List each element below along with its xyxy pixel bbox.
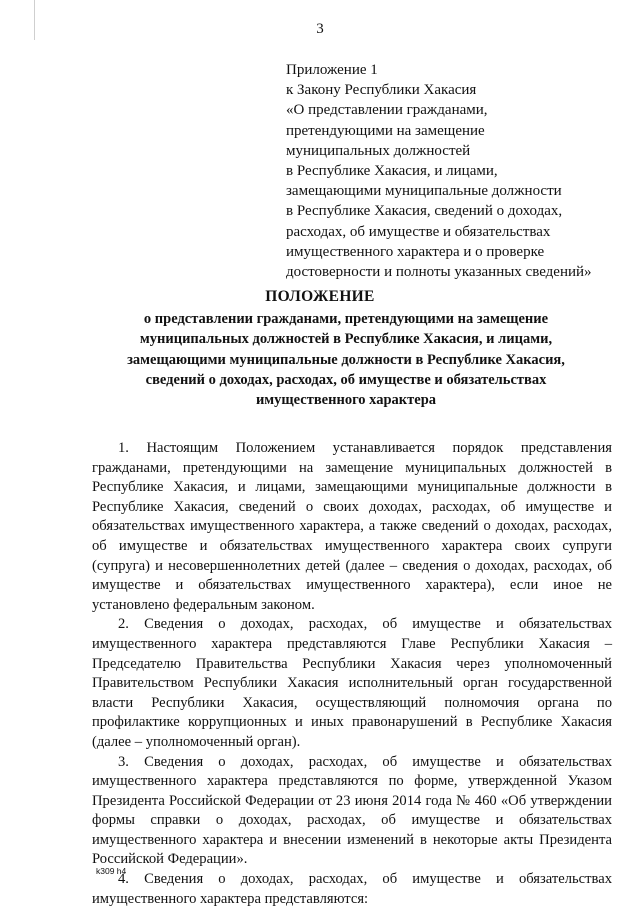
document-subtitle <box>90 309 602 410</box>
paragraph-2: 2. Сведения о доходах, расходах, об имуществе и обязательствах имущественного характера представляются Главе Республики Хакасия – Председателю Правительства Республики Хакасия через уполномоченный Правительством Республики Хакасия исполнительный орган государственной власти Республики Хакасия, осуществляющий полномочия органа по профилактике коррупционных и иных правонарушений в Республике Хакасия (далее – уполномоченный орган). <box>92 616 612 750</box>
appendix-line: в Республике Хакасия, сведений о доходах, <box>286 203 563 220</box>
appendix-line: претендующими на замещение <box>286 122 485 139</box>
appendix-line: расходах, об имуществе и обязательствах <box>286 223 551 240</box>
appendix-line: замещающими муниципальные должности <box>286 183 562 200</box>
paragraph-3: 3. Сведения о доходах, расходах, об имуществе и обязательствах имущественного характера представляются по форме, утвержденной Указом Президента Российской Федерации от 23 июня 2014 года № 460 «Об утверждении формы справки о доходах, расходах, об имуществе и обязательствах имущественного характера и внесении изменений в некоторые акты Президента Российской Федерации». <box>92 753 612 868</box>
appendix-line: в Республике Хакасия, и лицами, <box>286 163 498 180</box>
appendix-line: «О представлении гражданами, <box>286 102 488 119</box>
appendix-line: достоверности и полноты указанных сведений» <box>286 264 592 281</box>
footer-code: k309 h4 <box>96 866 127 876</box>
appendix-line: к Закону Республики Хакасия <box>286 82 477 99</box>
subtitle-line: замещающими муниципальные должности в Республике Хакасия, <box>127 351 565 368</box>
document-title: ПОЛОЖЕНИЕ <box>265 288 375 305</box>
subtitle-line: сведений о доходах, расходах, об имуществе и обязательствах <box>145 371 547 388</box>
paragraph-1: 1. Настоящим Положением устанавливается порядок представления гражданами, претендующими на замещение муниципальных должностей в Республике Хакасия, и лицами, замещающими муниципальные должности в Республике Хакасия, сведений о своих доходах, расходах, об имуществе и обязательствах имущественного характера, а также сведений о доходах, расходах, об имуществе и обязательствах имущественного характера своих супруги (супруга) и несовершеннолетних детей (далее – сведения о доходах, расходах, об имуществе и обязательствах имущественного характера), если иное не установлено федеральным законом. <box>92 440 612 613</box>
paragraph-4: 4. Сведения о доходах, расходах, об имуществе и обязательствах имущественного характера представляются: <box>92 871 612 907</box>
appendix-line: Приложение 1 <box>286 62 378 78</box>
appendix-block <box>286 60 616 282</box>
subtitle-line: муниципальных должностей в Республике Хакасия, и лицами, <box>139 331 553 348</box>
page-number: 3 <box>316 21 324 37</box>
subtitle-line: о представлении гражданами, претендующими на замещение <box>143 311 549 327</box>
document-body <box>92 439 612 909</box>
appendix-line: имущественного характера и о проверке <box>286 243 545 260</box>
subtitle-line: имущественного характера <box>255 392 437 409</box>
appendix-line: муниципальных должностей <box>286 142 471 159</box>
